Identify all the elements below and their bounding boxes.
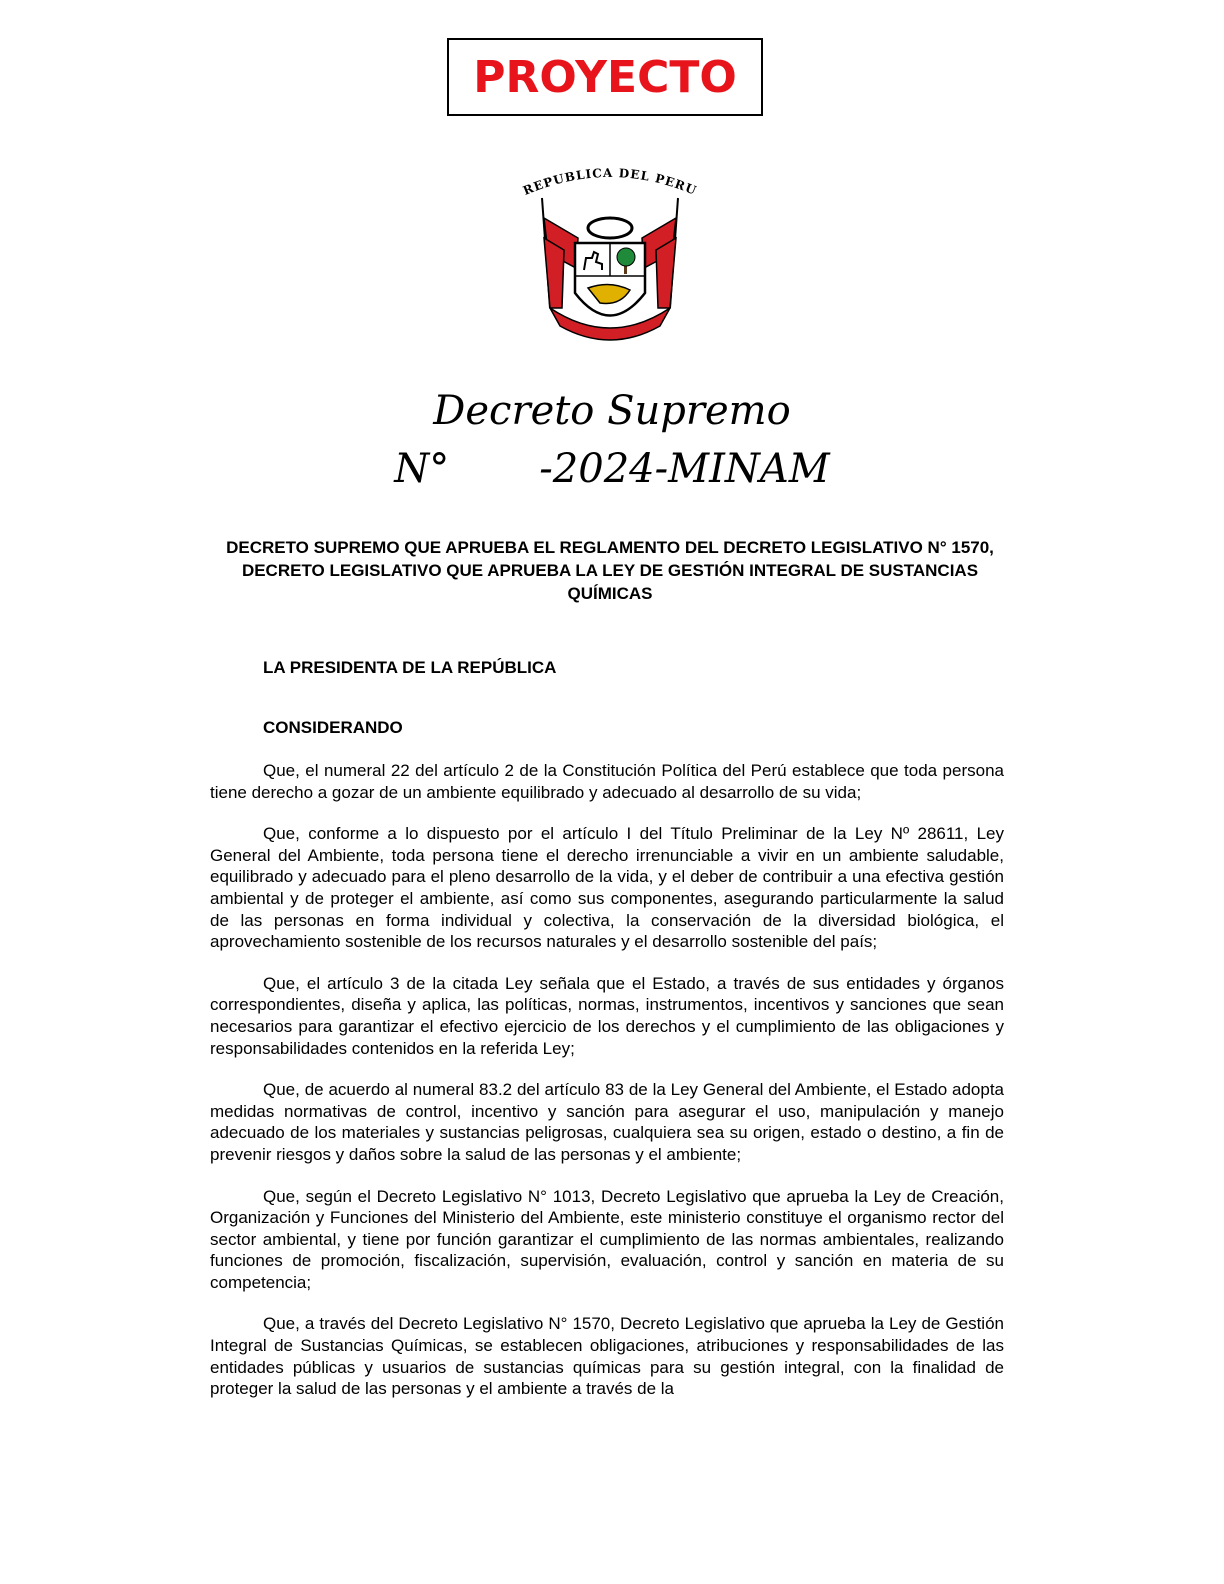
paragraph: Que, conforme a lo dispuesto por el artículo I del Título Preliminar de la Ley Nº 28611, Ley General del Ambiente, toda persona tiene el derecho irrenunciable a vivir en un ambiente saludable, equilibrado y adecuado para el pleno desarrollo de la vida, y el deber de contribuir a una efectiva gestión ambiental y de proteger el ambiente, así como sus componentes, asegurando particularmente la salud de las personas en forma individual y colectiva, la conservación de la diversidad biológica, el aprovechamiento sostenible de los recursos naturales y el desarrollo sostenible del país; <box>210 824 1004 952</box>
paragraph: Que, a través del Decreto Legislativo N° 1570, Decreto Legislativo que aprueba la Ley de Gestión Integral de Sustancias Químicas, se establecen obligaciones, atribuciones y responsabilidades de las entidades públicas y usuarios de sustancias químicas para su gestión integral, con la finalidad de proteger la salud de las personas y el ambiente a través de la <box>210 1314 1004 1399</box>
paragraph: Que, el numeral 22 del artículo 2 de la Constitución Política del Perú establece que toda persona tiene derecho a gozar de un ambiente equilibrado y adecuado al desarrollo de su vida; <box>210 761 1004 802</box>
paragraph: Que, de acuerdo al numeral 83.2 del artículo 83 de la Ley General del Ambiente, el Estado adopta medidas normativas de control, incentivo y sanción para asegurar el uso, manipulación y manejo adecuado de los materiales y sustancias peligrosas, cualquiera sea su origen, estado o destino, a fin de prevenir riesgos y daños sobre la salud de las personas y el ambiente; <box>210 1080 1004 1164</box>
decree-number-prefix: N° <box>394 446 450 492</box>
considerando-heading: CONSIDERANDO <box>263 718 403 737</box>
crest-arc-text: REPUBLICA DEL PERU <box>521 165 699 198</box>
coat-of-arms-icon <box>520 158 700 348</box>
decree-title: Decreto Supremo <box>433 388 791 434</box>
decree-number-suffix: -2024-MINAM <box>539 446 830 492</box>
paragraph: Que, el artículo 3 de la citada Ley señala que el Estado, a través de sus entidades y órganos correspondientes, diseña y aplica, las políticas, normas, instrumentos, incentivos y sanciones que sean necesarios para garantizar el efectivo ejercicio de los derechos y el cumplimiento de las obligaciones y responsabilidades contenidos en la referida Ley; <box>210 973 1004 1058</box>
paragraph: Que, según el Decreto Legislativo N° 1013, Decreto Legislativo que aprueba la Ley de Creación, Organización y Funciones del Ministerio del Ambiente, este ministerio constituye el organismo rector del sector ambiental, y tiene por función garantizar el cumplimiento de las normas ambientales, realizando funciones de promoción, fiscalización, supervisión, evaluación, control y sanción en materia de su competencia; <box>210 1186 1004 1292</box>
authority-heading: LA PRESIDENTA DE LA REPÚBLICA <box>263 658 557 677</box>
decree-number <box>0 444 1224 494</box>
draft-stamp: PROYECTO <box>447 38 763 116</box>
document-body <box>210 760 1004 1420</box>
decree-heading: DECRETO SUPREMO QUE APRUEBA EL REGLAMENTO DEL DECRETO LEGISLATIVO N° 1570, DECRETO LEGISLATIVO QUE APRUEBA LA LEY DE GESTIÓN INTEGRAL DE SUSTANCIAS QUÍMICAS <box>226 538 994 603</box>
